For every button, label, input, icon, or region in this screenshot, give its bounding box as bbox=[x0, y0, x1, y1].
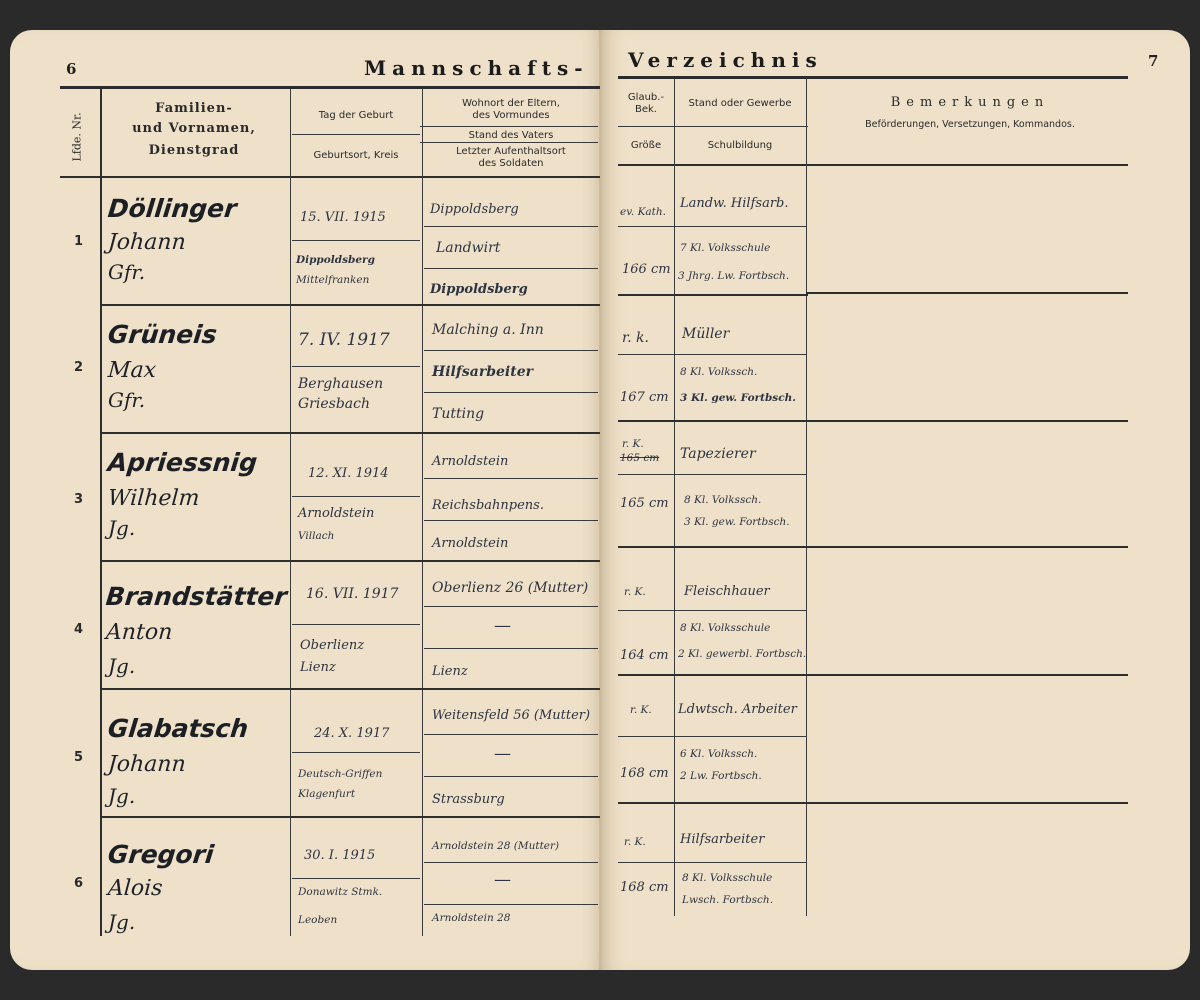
religion: r. K. bbox=[624, 586, 646, 598]
rank: Jg. bbox=[108, 654, 136, 678]
last-residence: Arnoldstein bbox=[432, 536, 509, 551]
occupation: Müller bbox=[682, 326, 730, 342]
given-name: Anton bbox=[105, 620, 174, 645]
header-bemerkungen-sub: Beförderungen, Versetzungen, Kommandos. bbox=[865, 119, 1075, 130]
parents-residence: Arnoldstein 28 (Mutter) bbox=[432, 840, 560, 852]
given-name: Alois bbox=[107, 876, 164, 901]
school-2: 2 Kl. gewerbl. Fortbsch. bbox=[678, 648, 807, 660]
height: 166 cm bbox=[622, 262, 671, 277]
school-1: 8 Kl. Volksschule bbox=[680, 622, 771, 634]
row-rule bbox=[100, 304, 600, 306]
parents-residence: Oberlienz 26 (Mutter) bbox=[432, 580, 589, 596]
occupation: Fleischhauer bbox=[684, 584, 770, 599]
given-name: Johann bbox=[107, 230, 187, 255]
father-occupation: Hilfsarbeiter bbox=[432, 364, 533, 380]
birth-date: 30. I. 1915 bbox=[304, 848, 376, 863]
occupation: Ldwtsch. Arbeiter bbox=[678, 702, 797, 717]
row-rule bbox=[100, 432, 600, 434]
header-lfde-nr: Lfde. Nr. bbox=[70, 112, 84, 162]
header-bottom-rule-left bbox=[60, 176, 600, 178]
birth-district: Griesbach bbox=[298, 396, 370, 412]
header-glaub-2: Bek. bbox=[635, 104, 657, 115]
last-residence: Lienz bbox=[432, 664, 468, 679]
header-wohnort-2: des Vormundes bbox=[472, 110, 550, 121]
surname: Döllinger bbox=[106, 194, 239, 223]
parents-residence: Malching a. Inn bbox=[432, 322, 544, 338]
row-rule bbox=[100, 688, 600, 690]
header-bottom-rule-right bbox=[618, 164, 1128, 166]
birth-date: 7. IV. 1917 bbox=[298, 330, 390, 350]
inner-rule bbox=[424, 226, 598, 227]
header-schulbildung: Schulbildung bbox=[707, 140, 773, 151]
inner-rule bbox=[618, 610, 806, 611]
row-rule bbox=[806, 292, 1128, 294]
school-2: Lwsch. Fortbsch. bbox=[682, 894, 774, 906]
school-1: 6 Kl. Volkssch. bbox=[680, 748, 758, 760]
header-tag-der-geburt: Tag der Geburt bbox=[318, 110, 394, 121]
birth-place: Dippoldsberg bbox=[296, 254, 375, 266]
col-rule bbox=[100, 88, 102, 936]
inner-rule bbox=[424, 606, 598, 607]
school-1: 8 Kl. Volkssch. bbox=[684, 494, 762, 506]
col-rule bbox=[422, 88, 423, 936]
father-occupation: Landwirt bbox=[436, 240, 501, 256]
last-residence: Dippoldsberg bbox=[430, 282, 528, 297]
header-inner-rule-wohnort-1 bbox=[420, 126, 598, 127]
inner-rule bbox=[424, 862, 598, 863]
row-rule bbox=[618, 674, 1128, 676]
given-name: Johann bbox=[107, 752, 187, 777]
school-1: 8 Kl. Volkssch. bbox=[680, 366, 758, 378]
father-occupation: — bbox=[494, 870, 511, 890]
header-letzter-2: des Soldaten bbox=[478, 158, 544, 169]
birth-date: 15. VII. 1915 bbox=[300, 210, 386, 225]
birth-place: Donawitz Stmk. bbox=[298, 886, 383, 898]
inner-rule bbox=[292, 496, 420, 497]
title-left: Mannschafts- bbox=[364, 56, 589, 80]
inner-rule bbox=[618, 736, 806, 737]
given-name: Wilhelm bbox=[107, 486, 201, 511]
religion: r. K. bbox=[622, 438, 644, 450]
page-number-left: 6 bbox=[66, 60, 77, 78]
col-rule bbox=[290, 88, 291, 936]
inner-rule bbox=[424, 776, 598, 777]
given-name: Max bbox=[107, 358, 157, 383]
occupation: Hilfsarbeiter bbox=[680, 832, 765, 847]
page-number-right: 7 bbox=[1148, 52, 1159, 70]
inner-rule bbox=[292, 752, 420, 753]
father-occupation: — bbox=[494, 744, 511, 764]
row-number: 3 bbox=[74, 492, 84, 507]
inner-rule bbox=[618, 474, 806, 475]
rank: Gfr. bbox=[108, 388, 146, 412]
birth-date: 24. X. 1917 bbox=[314, 726, 390, 741]
rank: Jg. bbox=[108, 910, 136, 934]
row-rule bbox=[618, 546, 1128, 548]
occupation: Tapezierer bbox=[680, 446, 756, 462]
inner-rule bbox=[424, 268, 598, 269]
inner-rule bbox=[424, 392, 598, 393]
rank: Jg. bbox=[108, 784, 136, 808]
header-familien-1: Familien- bbox=[155, 101, 233, 116]
title-right: Verzeichnis bbox=[628, 48, 823, 72]
struck-height: 165 cm bbox=[620, 452, 660, 464]
header-stand-vaters: Stand des Vaters bbox=[468, 130, 554, 141]
school-2: 3 Kl. gew. Fortbsch. bbox=[680, 392, 796, 404]
col-rule bbox=[674, 78, 675, 916]
row-number: 4 bbox=[74, 622, 84, 637]
inner-rule bbox=[618, 226, 806, 227]
birth-date: 12. XI. 1914 bbox=[308, 466, 389, 481]
col-rule bbox=[806, 78, 807, 916]
inner-rule bbox=[424, 734, 598, 735]
father-occupation: — bbox=[494, 616, 511, 636]
religion: r. K. bbox=[624, 836, 646, 848]
header-wohnort-1: Wohnort der Eltern, bbox=[462, 98, 560, 109]
row-number: 5 bbox=[74, 750, 84, 765]
header-familien-2: und Vornamen, bbox=[132, 121, 256, 136]
inner-rule bbox=[292, 878, 420, 879]
school-2: 3 Jhrg. Lw. Fortbsch. bbox=[678, 270, 790, 282]
school-2: 2 Lw. Fortbsch. bbox=[680, 770, 762, 782]
birth-district: Villach bbox=[298, 530, 335, 542]
birth-place: Arnoldstein bbox=[298, 506, 375, 521]
header-inner-rule-wohnort-2 bbox=[420, 142, 598, 143]
row-rule bbox=[100, 816, 600, 818]
rank: Jg. bbox=[108, 516, 136, 540]
surname: Gregori bbox=[106, 840, 216, 869]
book-spine bbox=[599, 30, 602, 970]
surname: Glabatsch bbox=[106, 714, 250, 743]
header-inner-rule-birth bbox=[292, 134, 420, 135]
religion: ev. Kath. bbox=[620, 206, 666, 218]
religion: r. K. bbox=[630, 704, 652, 716]
inner-rule bbox=[618, 354, 806, 355]
inner-rule bbox=[618, 862, 806, 863]
inner-rule bbox=[424, 904, 598, 905]
parents-residence: Arnoldstein bbox=[432, 454, 509, 469]
inner-rule bbox=[292, 366, 420, 367]
birth-district: Klagenfurt bbox=[298, 788, 356, 800]
height: 168 cm bbox=[620, 766, 669, 781]
header-rule-right bbox=[618, 76, 1128, 79]
inner-rule bbox=[424, 520, 598, 521]
last-residence: Strassburg bbox=[432, 792, 505, 807]
last-residence: Tutting bbox=[432, 406, 485, 422]
inner-rule bbox=[292, 240, 420, 241]
birth-district: Mittelfranken bbox=[296, 274, 370, 286]
birth-place: Berghausen bbox=[298, 376, 384, 392]
surname: Apriessnig bbox=[106, 448, 259, 477]
header-groesse: Größe bbox=[630, 140, 662, 151]
surname: Brandstätter bbox=[104, 582, 289, 611]
height: 164 cm bbox=[620, 648, 669, 663]
last-residence: Arnoldstein 28 bbox=[432, 912, 511, 924]
surname: Grüneis bbox=[106, 320, 219, 349]
parents-residence: Weitensfeld 56 (Mutter) bbox=[432, 708, 591, 723]
row-number: 1 bbox=[74, 234, 84, 249]
row-number: 2 bbox=[74, 360, 84, 375]
header-letzter-1: Letzter Aufenthaltsort bbox=[456, 146, 566, 157]
birth-district: Lienz bbox=[300, 660, 336, 675]
school-1: 8 Kl. Volksschule bbox=[682, 872, 773, 884]
inner-rule bbox=[424, 350, 598, 351]
birth-place: Oberlienz bbox=[300, 638, 365, 653]
header-bemerkungen: Bemerkungen bbox=[890, 95, 1050, 110]
row-rule bbox=[618, 802, 1128, 804]
inner-rule bbox=[424, 478, 598, 479]
header-geburtsort: Geburtsort, Kreis bbox=[313, 150, 399, 161]
row-rule bbox=[618, 294, 808, 296]
header-inner-rule-right bbox=[618, 126, 808, 127]
row-rule bbox=[100, 560, 600, 562]
school-1: 7 Kl. Volksschule bbox=[680, 242, 771, 254]
birth-district: Leoben bbox=[298, 914, 338, 926]
row-rule bbox=[618, 420, 1128, 422]
occupation: Landw. Hilfsarb. bbox=[680, 196, 789, 211]
header-familien-3: Dienstgrad bbox=[148, 143, 240, 158]
rank: Gfr. bbox=[108, 260, 146, 284]
religion: r. k. bbox=[622, 330, 649, 346]
height: 165 cm bbox=[620, 496, 669, 511]
inner-rule bbox=[292, 624, 420, 625]
school-2: 3 Kl. gew. Fortbsch. bbox=[684, 516, 790, 528]
height: 167 cm bbox=[620, 390, 669, 405]
parents-residence: Dippoldsberg bbox=[430, 202, 519, 217]
height: 168 cm bbox=[620, 880, 669, 895]
inner-rule bbox=[424, 648, 598, 649]
birth-date: 16. VII. 1917 bbox=[306, 586, 399, 602]
birth-place: Deutsch-Griffen bbox=[298, 768, 383, 780]
header-glaub-1: Glaub.- bbox=[627, 92, 665, 103]
row-number: 6 bbox=[74, 876, 84, 891]
header-stand-gewerbe: Stand oder Gewerbe bbox=[688, 98, 792, 109]
header-rule-left bbox=[60, 86, 600, 89]
father-occupation: Reichsbahnpens. bbox=[432, 498, 544, 513]
